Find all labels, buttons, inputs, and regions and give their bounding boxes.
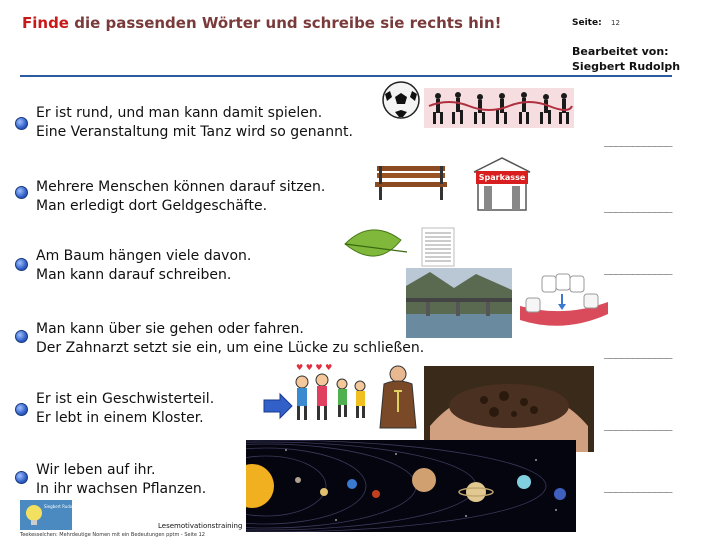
riddle-1-line-1: Er ist rund, und man kann damit spielen. xyxy=(36,105,323,121)
riddle-5-line-1: Er ist ein Geschwisterteil. xyxy=(36,391,215,407)
riddle-3-line-1: Am Baum hängen viele davon. xyxy=(36,248,252,264)
answer-blank-6[interactable]: ____________ xyxy=(604,480,672,493)
riddle-2-line-2: Man erledigt dort Geldgeschäfte. xyxy=(36,198,268,214)
bullet-icon xyxy=(15,258,28,271)
bullet-icon xyxy=(15,186,28,199)
siblings-drawing-image xyxy=(288,362,378,432)
page-title xyxy=(22,14,501,32)
paper-sheets-image xyxy=(420,226,456,268)
soccer-ball-icon xyxy=(381,80,421,120)
page-label: Seite: xyxy=(572,18,602,28)
riddle-5 xyxy=(36,390,214,428)
riddle-2 xyxy=(36,178,325,216)
bullet-icon xyxy=(15,471,28,484)
author-name: Siegbert Rudolph xyxy=(572,60,681,73)
answer-blank-3[interactable]: ____________ xyxy=(604,262,672,275)
riddle-4 xyxy=(36,320,424,358)
answer-blank-5[interactable]: ____________ xyxy=(604,418,672,431)
bank-building-icon xyxy=(472,156,532,212)
dental-bridge-image xyxy=(518,264,610,332)
riddle-4-line-2: Der Zahnarzt setzt sie ein, um eine Lücke zu schließen. xyxy=(36,340,425,356)
answer-blank-2[interactable]: ____________ xyxy=(604,200,672,213)
riddle-6-line-2: In ihr wachsen Pflanzen. xyxy=(36,481,207,497)
riddle-4-line-1: Man kann über sie gehen oder fahren. xyxy=(36,321,304,337)
bridge-image xyxy=(406,268,512,338)
dancers-image xyxy=(424,88,574,128)
logo xyxy=(20,500,79,530)
riddle-1-line-2: Eine Veranstaltung mit Tanz wird so genannt. xyxy=(36,124,353,140)
riddle-6-line-1: Wir leben auf ihr. xyxy=(36,462,156,478)
author-label: Bearbeitet von: xyxy=(572,45,669,58)
solar-system-image xyxy=(246,440,576,532)
answer-blank-4[interactable]: ____________ xyxy=(604,346,672,359)
bullet-icon xyxy=(15,330,28,343)
leaf-image xyxy=(341,222,411,268)
page-number: 12 xyxy=(611,19,620,27)
bank-sign: Sparkasse xyxy=(476,171,528,184)
riddle-6 xyxy=(36,461,206,499)
bench-image xyxy=(371,162,451,202)
author-block xyxy=(572,44,680,74)
title-keyword: Finde xyxy=(22,14,69,32)
bank-image xyxy=(472,156,532,212)
monk-image xyxy=(378,362,418,432)
answer-blank-1[interactable]: ____________ xyxy=(604,134,672,147)
header-divider xyxy=(20,75,672,77)
bullet-icon xyxy=(15,117,28,130)
riddle-5-line-2: Er lebt in einem Kloster. xyxy=(36,410,204,426)
svg-text:♥ ♥ ♥ ♥: ♥ ♥ ♥ ♥ xyxy=(296,363,333,372)
riddle-1 xyxy=(36,104,353,142)
footer-source: Teekesselchen: Mehrdeutige Nomen mit ein Bedeutungen pptm - Seite 12 xyxy=(20,532,205,538)
arrow-right-icon xyxy=(262,392,294,420)
riddle-2-line-1: Mehrere Menschen können darauf sitzen. xyxy=(36,179,326,195)
footer-title: Lesemotivationstraining xyxy=(158,522,243,530)
riddle-3-line-2: Man kann darauf schreiben. xyxy=(36,267,232,283)
logo-text: Siegbert Rudolph xyxy=(44,504,79,509)
title-rest: die passenden Wörter und schreibe sie rechts hin! xyxy=(68,14,502,32)
bullet-icon xyxy=(15,403,28,416)
riddle-3 xyxy=(36,247,251,285)
